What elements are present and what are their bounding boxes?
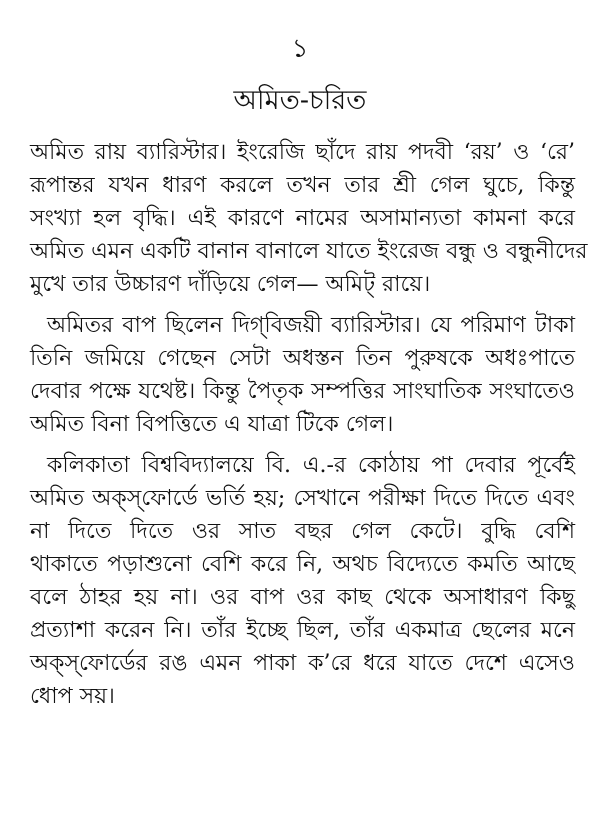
text-line: অমিত এমন একটি বানান বানালে যাতে ইংরেজ বন্ধু ও বন্ধুনীদের bbox=[30, 239, 588, 264]
page-number: ১ bbox=[291, 34, 309, 64]
text-line: প্রত্যাশা করেন নি। তাঁর ইচ্ছে ছিল, তাঁর একমাত্র ছেলের মনে bbox=[30, 618, 575, 643]
chapter-body bbox=[30, 136, 588, 721]
text-line: অমিত অক্‌স্‌ফোর্ডে ভর্তি হয়; সেখানে পরীক্ষা দিতে দিতে এবং bbox=[30, 486, 575, 511]
text-line: রূপান্তর যখন ধারণ করলে তখন তার শ্রী গেল ঘুচে, কিন্তু bbox=[30, 173, 575, 198]
paragraph bbox=[30, 136, 588, 301]
text-line: বলে ঠাহর হয় না। ওর বাপ ওর কাছ থেকে অসাধারণ কিছু bbox=[30, 585, 575, 610]
text-line: দেবার পক্ষে যথেষ্ট। কিন্তু পৈতৃক সম্পত্তির সাংঘাতিক সংঘাতেও bbox=[30, 379, 575, 404]
text-line: না দিতে দিতে ওর সাত বছর গেল কেটে। বুদ্ধি বেশি bbox=[30, 519, 575, 544]
text-line: মুখে তার উচ্চারণ দাঁড়িয়ে গেল— অমিট্ রায়ে। bbox=[30, 272, 431, 297]
text-line: অমিতর বাপ ছিলেন দিগ্‌বিজয়ী ব্যারিস্টার। যে পরিমাণ টাকা bbox=[47, 313, 575, 338]
text-line: অক্‌স্‌ফোর্ডের রঙ এমন পাকা ক’রে ধরে যাতে দেশে এসেও bbox=[30, 651, 575, 676]
text-line: কলিকাতা বিশ্ববিদ্যালয়ে বি. এ.-র কোঠায় পা দেবার পূর্বেই bbox=[47, 453, 575, 478]
chapter-title: অমিত-চরিত bbox=[233, 85, 367, 116]
text-line: ধোপ সয়। bbox=[30, 684, 115, 709]
text-line: অমিত বিনা বিপত্তিতে এ যাত্রা টিকে গেল। bbox=[30, 412, 394, 437]
text-line: তিনি জমিয়ে গেছেন সেটা অধস্তন তিন পুরুষকে অধঃপাতে bbox=[30, 346, 575, 371]
text-line: অমিত রায় ব্যারিস্টার। ইংরেজি ছাঁদে রায় পদবী ‘রয়’ ও ‘রে’ bbox=[30, 140, 575, 165]
paragraph bbox=[30, 449, 575, 713]
text-line: সংখ্যা হল বৃদ্ধি। এই কারণে নামের অসামান্যতা কামনা করে bbox=[30, 206, 575, 231]
text-line: থাকাতে পড়াশুনো বেশি করে নি, অথচ বিদ্যেতে কমতি আছে bbox=[30, 552, 575, 577]
paragraph bbox=[30, 309, 575, 441]
